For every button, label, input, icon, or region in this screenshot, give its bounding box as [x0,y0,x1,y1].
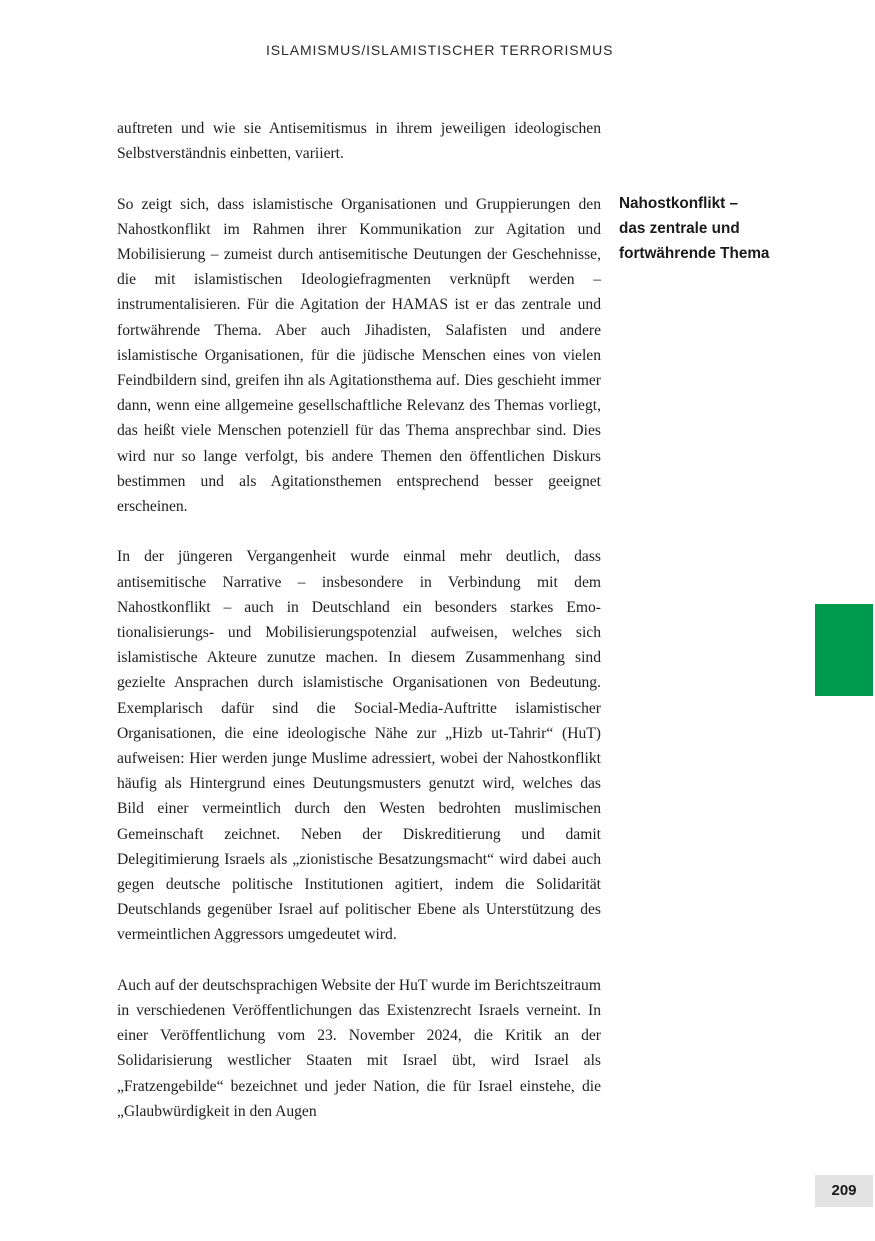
section-tab-marker [815,604,873,696]
paragraph: auftreten und wie sie Antisemitismus in ihrem jeweiligen ideologischen Selbstverständnis einbetten, variiert. [117,120,601,163]
margin-note-line: fortwährende Thema [619,245,770,262]
running-header: ISLAMISMUS/ISLAMISTISCHER TERRORISMUS [266,42,614,58]
margin-note-line: das zentrale und [619,220,740,237]
paragraph: In der jüngeren Vergangenheit wurde einmal mehr deutlich, dass antisemitische Narrative – insbesondere in Verbindung mit dem Nahostkonflikt – auch in Deutschland ein besonders starkes Emotionalisierungs- und Mobilisierungspotenzial aufweisen, welches sich islamistische Akteure zunutze machen. In diesem Zusammenhang sind gezielte Ansprachen durch islamistische Organisationen von Bedeutung. Exemplarisch dafür sind die Social-Media-Auftritte islamistischer Organisationen, die eine ideologische Nähe zur „Hizb ut-Tahrir“ (HuT) aufweisen: Hier werden junge Muslime adressiert, wobei der Nahostkonflikt häufig als Hintergrund eines Deutungsmusters genutzt wird, welches das Bild einer vermeintlich durch den Westen bedrohten muslimischen Gemeinschaft zeichnet. Neben der Diskreditierung und damit Delegitimierung Israels als „zionistische Besatzungsmacht“ wird dabei auch gegen deutsche politische Institutionen agitiert, indem die Solidarität Deutschlands gegenüber Israel auf politischer Ebene als Unterstützung des vermeintlichen Aggressors umgedeutet wird. [117,548,601,944]
paragraph: So zeigt sich, dass islamistische Organisationen und Gruppierungen den Nahostkonflikt im Rahmen ihrer Kommunikation zur Agitation und Mobilisierung – zumeist durch antisemitische Deutungen der Geschehnisse, die mit islamistischen Ideologiefragmenten verknüpft werden – instrumentalisieren. Für die Agitation der HAMAS ist er das zentrale und fortwährende Thema. Aber auch Jihadisten, Salafisten und andere islamistische Organisationen, für die jüdische Menschen eines von vielen Feindbildern sind, greifen ihn als Agitationsthema auf. Dies geschieht immer dann, wenn eine allgemeine gesellschaftliche Relevanz des Themas vorliegt, das heißt viele Menschen potenziell für das Thema ansprechbar sind. Dies wird nur so lange verfolgt, bis andere Themen den öffentlichen Diskurs bestimmen und als Agitationsthemen entsprechend besser geeignet erscheinen. [117,195,601,516]
paragraph: Auch auf der deutschsprachigen Website der HuT wurde im Berichtszeitraum in verschiedenen Veröffentlichungen das Existenzrecht Israels verneint. In einer Veröffentlichung vom 23. November 2024, die Kritik an der Solidarisierung westlicher Staaten mit Israel übt, wird Israel als „Fratzengebilde“ bezeichnet und jeder Nation, die für Israel einstehe, die „Glaubwürdigkeit in den Augen [117,976,601,1120]
body-text [117,116,601,1149]
margin-note [619,191,819,266]
margin-note-line: Nahostkonflikt – [619,195,738,212]
page-number: 209 [815,1175,873,1207]
